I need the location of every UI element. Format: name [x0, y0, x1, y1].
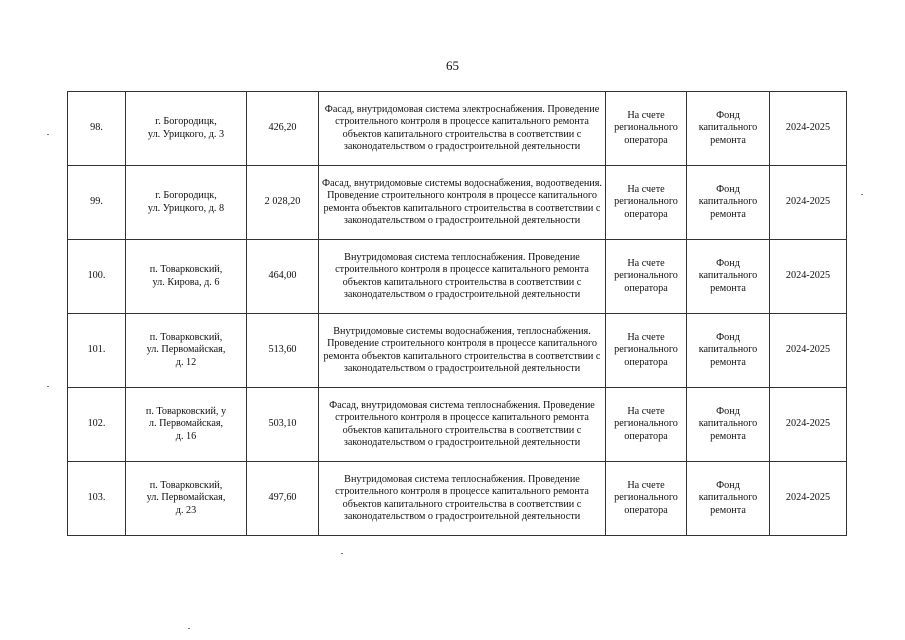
- scan-speck: [47, 386, 49, 387]
- address-cell: г. Богородицк, ул. Урицкого, д. 8: [126, 166, 247, 240]
- page-number: 65: [446, 58, 459, 73]
- area-cell: 513,60: [247, 314, 319, 388]
- works-cell: Фасад, внутридомовые системы водоснабжения, водоотведения. Проведение строительного контроля в процессе капитального ремонта объектов капитального строительства в соответствии с законодательством о градостроительной деятельности: [319, 166, 606, 240]
- period-cell: 2024-2025: [770, 166, 847, 240]
- address-cell: п. Товарковский, ул. Первомайская, д. 23: [126, 462, 247, 536]
- account-cell: На счете регионального оператора: [606, 92, 687, 166]
- area-cell: 2 028,20: [247, 166, 319, 240]
- address-cell: п. Товарковский, ул. Кирова, д. 6: [126, 240, 247, 314]
- row-number: 99.: [68, 166, 126, 240]
- row-number: 100.: [68, 240, 126, 314]
- fund-cell: Фонд капитального ремонта: [687, 166, 770, 240]
- scan-speck: [341, 553, 343, 554]
- area-cell: 426,20: [247, 92, 319, 166]
- period-cell: 2024-2025: [770, 462, 847, 536]
- fund-cell: Фонд капитального ремонта: [687, 240, 770, 314]
- capital-repair-table: [67, 91, 847, 536]
- address-cell: г. Богородицк, ул. Урицкого, д. 3: [126, 92, 247, 166]
- works-cell: Фасад, внутридомовая система теплоснабжения. Проведение строительного контроля в процессе капитального ремонта объектов капитального строительства в соответствии с законодательством о градостроительной деятельности: [319, 388, 606, 462]
- area-cell: 503,10: [247, 388, 319, 462]
- row-number: 103.: [68, 462, 126, 536]
- table-body: [68, 92, 847, 536]
- row-number: 101.: [68, 314, 126, 388]
- row-number: 102.: [68, 388, 126, 462]
- scan-speck: [861, 194, 863, 195]
- works-cell: Фасад, внутридомовая система электроснабжения. Проведение строительного контроля в процессе капитального ремонта объектов капитального строительства в соответствии с законодательством о градостроительной деятельности: [319, 92, 606, 166]
- address-cell: п. Товарковский, у л. Первомайская, д. 16: [126, 388, 247, 462]
- fund-cell: Фонд капитального ремонта: [687, 462, 770, 536]
- fund-cell: Фонд капитального ремонта: [687, 92, 770, 166]
- table-row: [68, 314, 847, 388]
- table-row: [68, 92, 847, 166]
- works-cell: Внутридомовая система теплоснабжения. Проведение строительного контроля в процессе капитального ремонта объектов капитального строительства в соответствии с законодательством о градостроительной деятельности: [319, 462, 606, 536]
- period-cell: 2024-2025: [770, 92, 847, 166]
- account-cell: На счете регионального оператора: [606, 166, 687, 240]
- works-cell: Внутридомовая система теплоснабжения. Проведение строительного контроля в процессе капитального ремонта объектов капитального строительства в соответствии с законодательством о градостроительной деятельности: [319, 240, 606, 314]
- table-row: [68, 166, 847, 240]
- table-row: [68, 240, 847, 314]
- works-cell: Внутридомовые системы водоснабжения, теплоснабжения. Проведение строительного контроля в процессе капитального ремонта объектов капитального строительства в соответствии с законодательством о градостроительной деятельности: [319, 314, 606, 388]
- period-cell: 2024-2025: [770, 240, 847, 314]
- area-cell: 464,00: [247, 240, 319, 314]
- period-cell: 2024-2025: [770, 388, 847, 462]
- fund-cell: Фонд капитального ремонта: [687, 388, 770, 462]
- scan-speck: [47, 134, 49, 135]
- account-cell: На счете регионального оператора: [606, 314, 687, 388]
- row-number: 98.: [68, 92, 126, 166]
- address-cell: п. Товарковский, ул. Первомайская, д. 12: [126, 314, 247, 388]
- table-row: [68, 388, 847, 462]
- area-cell: 497,60: [247, 462, 319, 536]
- period-cell: 2024-2025: [770, 314, 847, 388]
- scan-speck: [188, 628, 190, 629]
- account-cell: На счете регионального оператора: [606, 388, 687, 462]
- fund-cell: Фонд капитального ремонта: [687, 314, 770, 388]
- account-cell: На счете регионального оператора: [606, 240, 687, 314]
- account-cell: На счете регионального оператора: [606, 462, 687, 536]
- table-row: [68, 462, 847, 536]
